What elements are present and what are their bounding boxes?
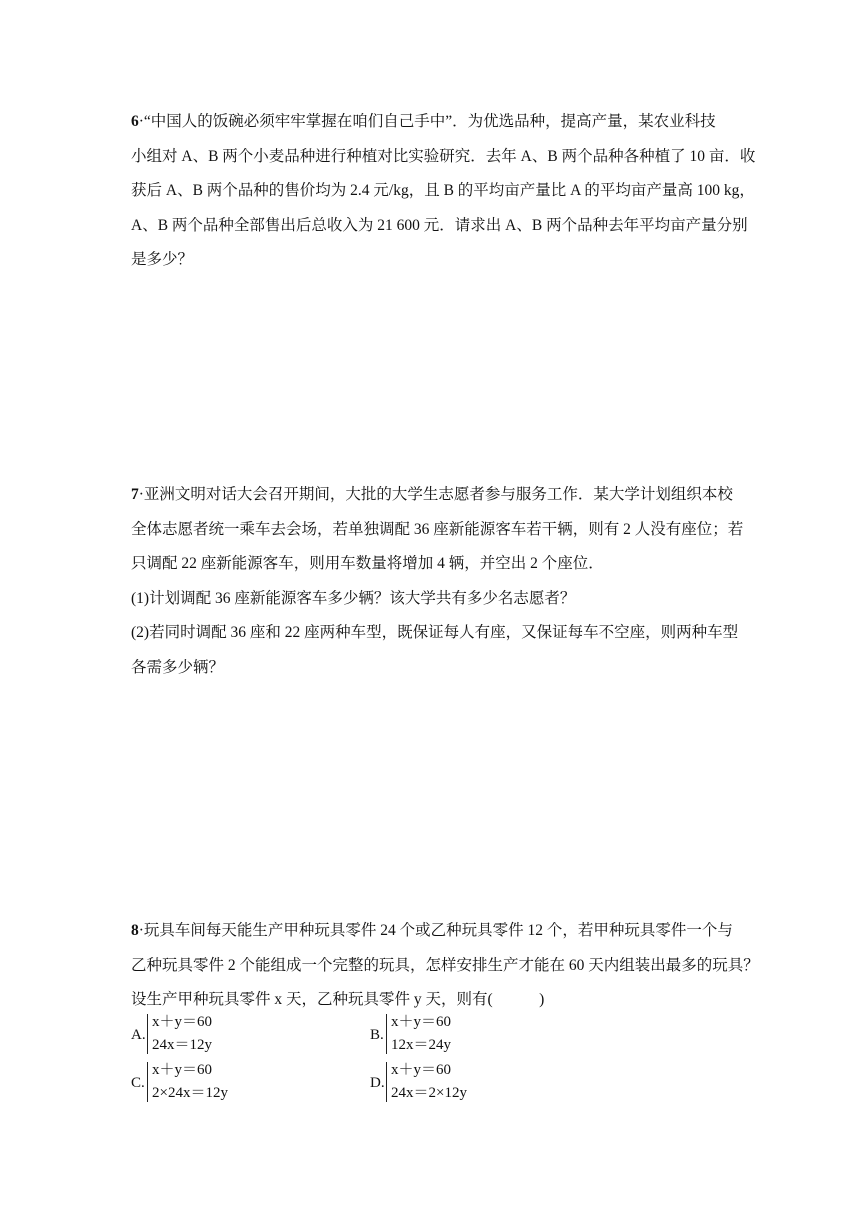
option-a[interactable] xyxy=(131,1013,331,1059)
question-line: 8·玩具车间每天能生产甲种玩具零件 24 个或乙种玩具零件 12 个，若甲种玩具零件一个与 xyxy=(131,922,733,939)
question-number: 8 xyxy=(131,922,139,939)
question-line: 各需多少辆？ xyxy=(131,658,225,676)
question-line: 是多少？ xyxy=(131,251,194,268)
equation-system: x＋y＝60 12x＝24y xyxy=(391,1014,452,1053)
equation-system: x＋y＝60 24x＝12y xyxy=(152,1014,213,1053)
question-line: 乙种玩具零件 2 个能组成一个完整的玩具，怎样安排生产才能在 60 天内组装出最多的玩具？ xyxy=(131,956,759,974)
question-line: 6·“中国人的饭碗必须牢牢掌握在咱们自己手中”．为优选品种，提高产量，某农业科技 xyxy=(131,113,716,130)
option-label: B. xyxy=(370,1027,384,1043)
question-line: 7·亚洲文明对话大会召开期间，大批的大学生志愿者参与服务工作．某大学计划组织本校 xyxy=(131,486,733,503)
question-7 xyxy=(131,478,744,685)
option-label: C. xyxy=(131,1075,145,1091)
question-line: A、B 两个品种全部售出后总收入为 21 600 元．请求出 A、B 两个品种去年平均亩产量分别 xyxy=(131,216,748,234)
sub-question-1: (1)计划调配 36 座新能源客车多少辆？该大学共有多少名志愿者？ xyxy=(131,589,576,607)
question-number: 6 xyxy=(131,113,139,130)
option-c[interactable] xyxy=(131,1061,331,1107)
question-line: 全体志愿者统一乘车去会场，若单独调配 36 座新能源客车若干辆，则有 2 人没有座位；若 xyxy=(131,520,744,538)
question-number: 7 xyxy=(131,486,139,503)
question-8 xyxy=(131,914,759,1018)
question-line: 获后 A、B 两个品种的售价均为 2.4 元/kg，且 B 的平均亩产量比 A 的平均亩产量高 100 kg， xyxy=(131,182,755,199)
question-line: 小组对 A、B 两个小麦品种进行种植对比实验研究．去年 A、B 两个品种各种植了 10 亩．收 xyxy=(131,147,756,165)
question-line: 设生产甲种玩具零件 x 天，乙种玩具零件 y 天，则有( ) xyxy=(131,991,545,1008)
option-label: D. xyxy=(370,1075,385,1091)
option-b[interactable] xyxy=(370,1013,570,1059)
option-label: A. xyxy=(131,1027,146,1043)
sub-question-2: (2)若同时调配 36 座和 22 座两种车型，既保证每人有座，又保证每车不空座，则两种车型 xyxy=(131,624,739,641)
option-d[interactable] xyxy=(370,1061,570,1107)
equation-system: x＋y＝60 24x＝2×12y xyxy=(391,1062,467,1101)
question-line: 只调配 22 座新能源客车，则用车数量将增加 4 辆，并空出 2 个座位． xyxy=(131,555,604,572)
equation-system: x＋y＝60 2×24x＝12y xyxy=(152,1062,228,1101)
question-6 xyxy=(131,105,756,278)
